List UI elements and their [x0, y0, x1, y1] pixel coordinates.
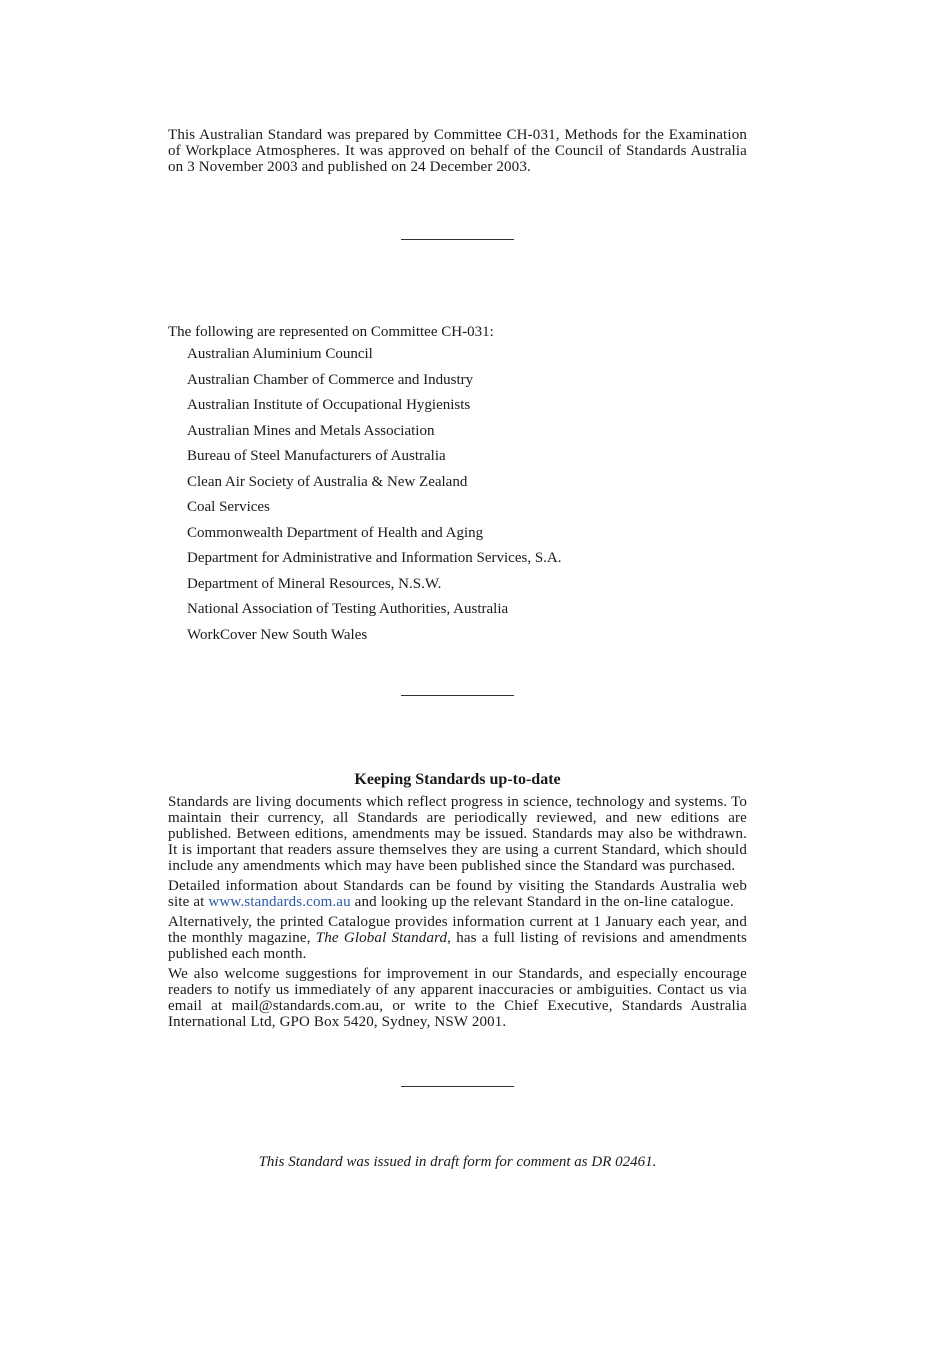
paragraph-website-info: [168, 878, 747, 910]
list-item: National Association of Testing Authorities, Australia: [187, 601, 509, 617]
list-item: Commonwealth Department of Health and Aging: [187, 524, 484, 541]
paragraph-catalogue-info: [168, 914, 747, 962]
paragraph-living-documents: Standards are living documents which reflect progress in science, technology and systems. To maintain their currency, all Standards are periodically reviewed, and new editions are published. Between editions, amendments may be issued. Standards may also be withdrawn. It is important that readers assure themselves they are using a current Standard, which should include any amendments which may have been published since the Standard was purchased.: [168, 793, 747, 874]
list-item: Australian Aluminium Council: [187, 346, 373, 362]
list-item: Department for Administrative and Information Services, S.A.: [187, 550, 562, 566]
paragraph-text: Detailed information about Standards can be found by visiting the Standards Australia web site at: [168, 877, 747, 910]
paragraph-text: , has a full listing of revisions and amendments published each month.: [168, 929, 747, 962]
page-content: [168, 127, 747, 1171]
list-item: Department of Mineral Resources, N.S.W.: [187, 575, 442, 592]
committee-member-list: [168, 344, 747, 645]
list-item: Australian Institute of Occupational Hygienists: [187, 397, 471, 413]
preamble-text: This Australian Standard was prepared by Committee CH-031, Methods for the Examination of Workplace Atmospheres. It was approved on behalf of the Council of Standards Australia on 3 November 2003 and published on 24 December 2003.: [168, 127, 747, 175]
draft-note: This Standard was issued in draft form for comment as DR 02461.: [258, 1153, 657, 1170]
standards-website-link[interactable]: www.standards.com.au: [208, 893, 351, 910]
divider-rule: [401, 239, 514, 240]
committee-heading: The following are represented on Committee CH-031:: [168, 324, 494, 340]
list-item: Clean Air Society of Australia & New Zealand: [187, 473, 468, 490]
list-item: WorkCover New South Wales: [187, 626, 368, 643]
divider-rule: [401, 1086, 514, 1087]
paragraph-contact-info: We also welcome suggestions for improvement in our Standards, and especially encourage readers to notify us immediately of any apparent inaccuracies or ambiguities. Contact us via email at mail@standards.com.au, or write to the Chief Executive, Standards Australia International Ltd, GPO Box 5420, Sydney, NSW 2001.: [168, 965, 747, 1030]
list-item: Australian Mines and Metals Association: [187, 422, 435, 439]
list-item: Australian Chamber of Commerce and Industry: [187, 371, 474, 388]
paragraph-text: and looking up the relevant Standard in the on-line catalogue.: [350, 893, 734, 910]
list-item: Coal Services: [187, 499, 270, 515]
section-title: Keeping Standards up-to-date: [354, 770, 561, 788]
list-item: Bureau of Steel Manufacturers of Australia: [187, 448, 446, 464]
divider-rule: [401, 695, 514, 696]
paragraph-text: Alternatively, the printed Catalogue provides information current at 1 January each year, and the monthly magazine,: [168, 913, 747, 946]
magazine-title: The Global Standard: [315, 929, 448, 946]
